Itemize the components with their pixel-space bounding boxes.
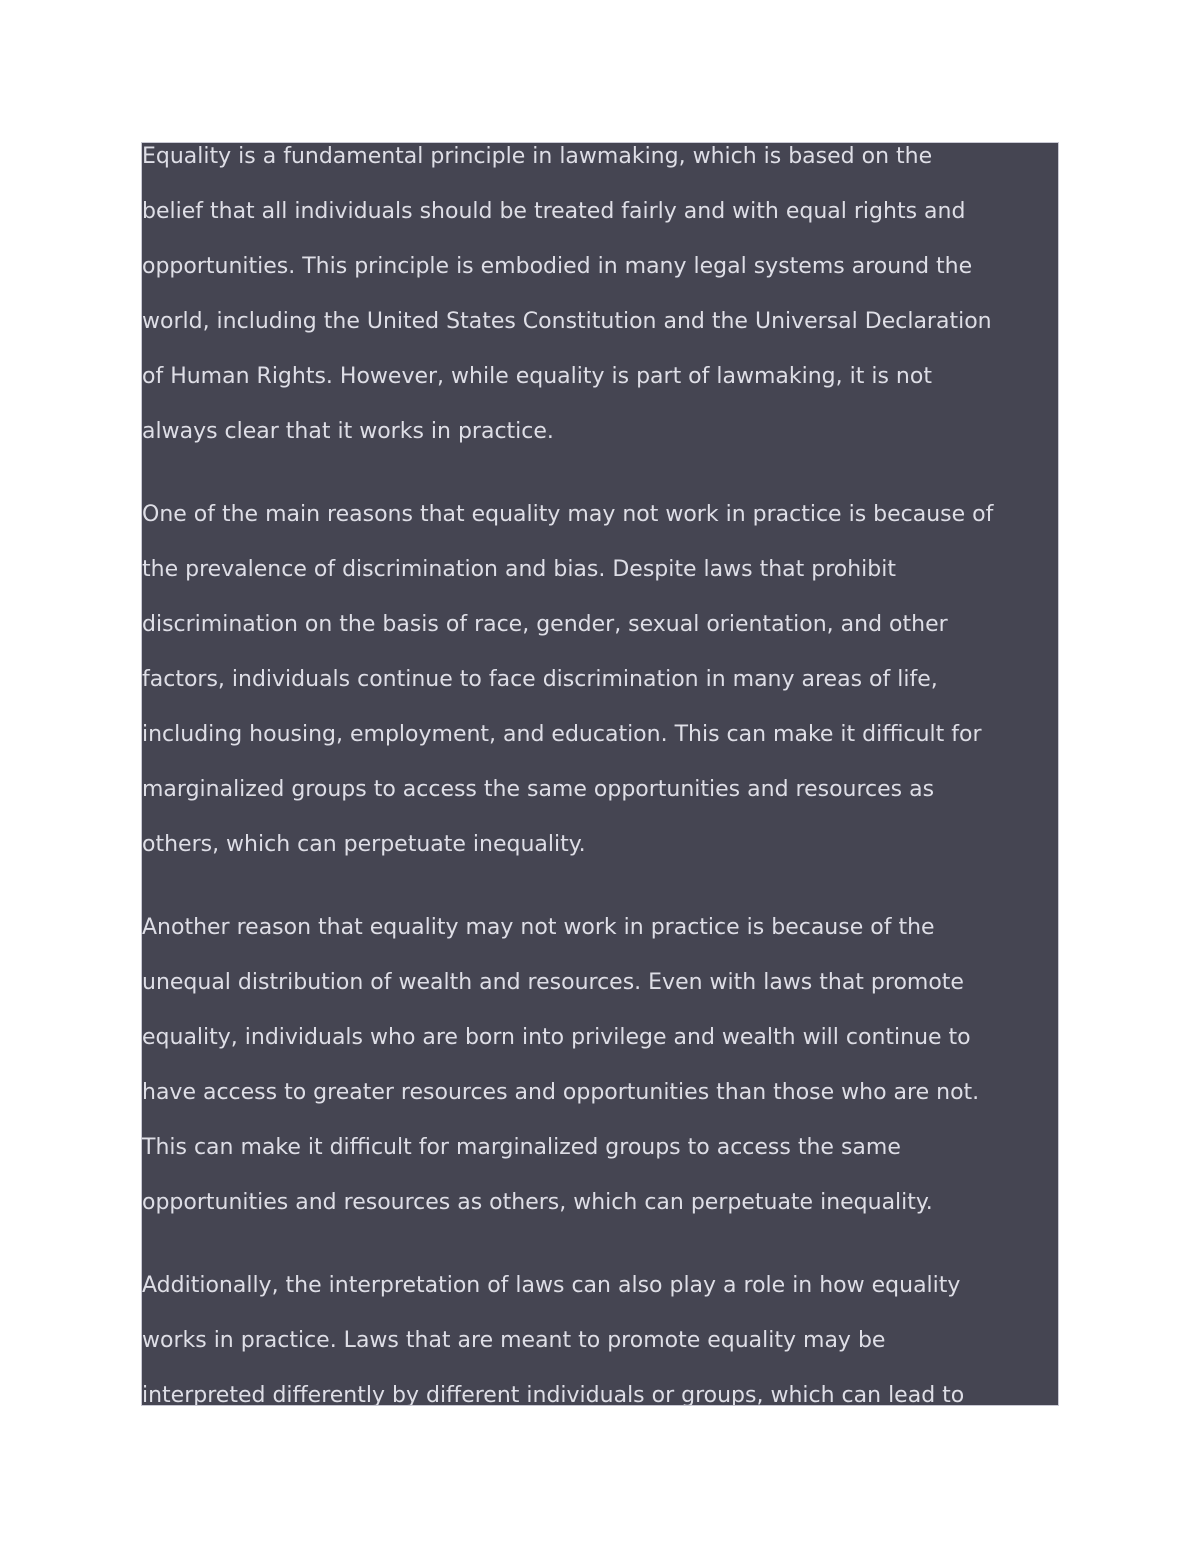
text-line: always clear that it works in practice.: [142, 419, 554, 444]
paragraph-interpretation: [142, 1272, 1058, 1406]
paragraph-wealth-distribution: [142, 914, 1058, 1244]
text-line: others, which can perpetuate inequality.: [142, 832, 586, 857]
text-line: unequal distribution of wealth and resources. Even with laws that promote: [142, 970, 964, 995]
highlighted-text-block[interactable]: [141, 142, 1059, 1406]
text-line: world, including the United States Constitution and the Universal Declaration: [142, 309, 992, 334]
text-line: Another reason that equality may not work in practice is because of the: [142, 915, 935, 940]
text-line: factors, individuals continue to face discrimination in many areas of life,: [142, 667, 938, 692]
paragraph-equality-principle: [142, 143, 1058, 473]
text-line: marginalized groups to access the same opportunities and resources as: [142, 777, 935, 802]
text-line: interpreted differently by different individuals or groups, which can lead to: [142, 1383, 965, 1406]
text-line: One of the main reasons that equality may not work in practice is because of: [142, 502, 994, 527]
text-line: discrimination on the basis of race, gender, sexual orientation, and other: [142, 612, 948, 637]
text-line: including housing, employment, and education. This can make it difficult for: [142, 722, 982, 747]
text-line: Additionally, the interpretation of laws can also play a role in how equality: [142, 1273, 961, 1298]
text-line: Equality is a fundamental principle in lawmaking, which is based on the: [142, 144, 933, 169]
text-line: of Human Rights. However, while equality is part of lawmaking, it is not: [142, 364, 932, 389]
text-line: opportunities. This principle is embodied in many legal systems around the: [142, 254, 973, 279]
text-line: belief that all individuals should be treated fairly and with equal rights and: [142, 199, 966, 224]
text-line: works in practice. Laws that are meant to promote equality may be: [142, 1328, 886, 1353]
text-line: opportunities and resources as others, which can perpetuate inequality.: [142, 1190, 933, 1215]
paragraph-discrimination: [142, 501, 1058, 886]
text-line: have access to greater resources and opportunities than those who are not.: [142, 1080, 980, 1105]
text-line: This can make it difficult for marginalized groups to access the same: [142, 1135, 901, 1160]
text-line: the prevalence of discrimination and bias. Despite laws that prohibit: [142, 557, 896, 582]
text-line: equality, individuals who are born into privilege and wealth will continue to: [142, 1025, 971, 1050]
